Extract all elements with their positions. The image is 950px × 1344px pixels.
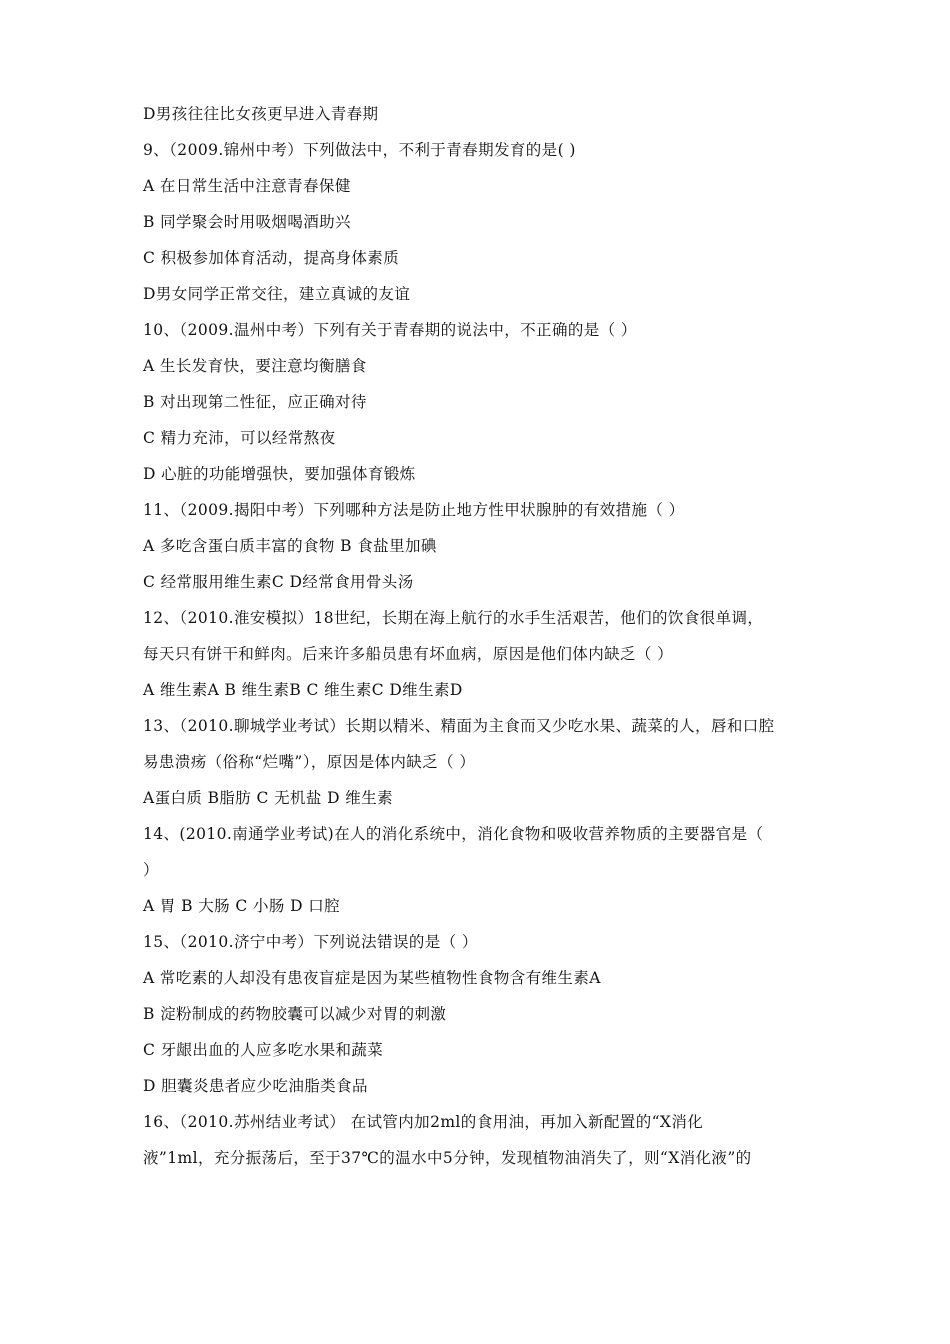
option-d-q8: D男孩往往比女孩更早进入青春期 bbox=[143, 105, 379, 123]
option-c-q15: C 牙龈出血的人应多吃水果和蔬菜 bbox=[143, 1041, 384, 1059]
question-11: 11、（2009.揭阳中考）下列哪种方法是防止地方性甲状腺肿的有效措施（ ） bbox=[143, 501, 685, 519]
options-ab-q11: A 多吃含蛋白质丰富的食物 B 食盐里加碘 bbox=[143, 537, 437, 555]
option-a-q15: A 常吃素的人却没有患夜盲症是因为某些植物性食物含有维生素A bbox=[143, 969, 601, 987]
option-d-q10: D 心脏的功能增强快，要加强体育锻炼 bbox=[143, 465, 416, 483]
option-b-q10: B 对出现第二性征，应正确对待 bbox=[143, 393, 367, 411]
question-12-line-1: 12、（2010.淮安模拟）18世纪，长期在海上航行的水手生活艰苦，他们的饮食很单调， bbox=[143, 609, 764, 627]
question-9: 9、（2009.锦州中考）下列做法中，不利于青春期发育的是( ) bbox=[143, 141, 576, 159]
option-c-q10: C 精力充沛，可以经常熬夜 bbox=[143, 429, 336, 447]
question-12-line-2: 每天只有饼干和鲜肉。后来许多船员患有坏血病，原因是他们体内缺乏（ ） bbox=[143, 645, 674, 663]
option-d-q15: D 胆囊炎患者应少吃油脂类食品 bbox=[143, 1077, 368, 1095]
question-15: 15、（2010.济宁中考）下列说法错误的是（ ） bbox=[143, 933, 478, 951]
option-c-q9: C 积极参加体育活动，提高身体素质 bbox=[143, 249, 400, 267]
option-b-q9: B 同学聚会时用吸烟喝酒助兴 bbox=[143, 213, 351, 231]
question-14-line-2: ） bbox=[143, 861, 159, 879]
options-cd-q11: C 经常服用维生素C D经常食用骨头汤 bbox=[143, 573, 414, 591]
options-q12: A 维生素A B 维生素B C 维生素C D维生素D bbox=[143, 681, 463, 699]
document-body bbox=[143, 104, 811, 1184]
option-a-q9: A 在日常生活中注意青春保健 bbox=[143, 177, 351, 195]
question-16-line-1: 16、（2010.苏州结业考试） 在试管内加2ml的食用油，再加入新配置的“X消化 bbox=[143, 1113, 704, 1131]
options-q14: A 胃 B 大肠 C 小肠 D 口腔 bbox=[143, 897, 341, 915]
question-13-line-2: 易患溃疡（俗称“烂嘴”），原因是体内缺乏（ ） bbox=[143, 753, 476, 771]
question-14-line-1: 14、(2010.南通学业考试)在人的消化系统中，消化食物和吸收营养物质的主要器官是（ bbox=[143, 825, 764, 843]
option-d-q9: D男女同学正常交往，建立真诚的友谊 bbox=[143, 285, 411, 303]
question-16-line-2: 液”1ml，充分振荡后，至于37℃的温水中5分钟，发现植物油消失了，则“X消化液”的 bbox=[143, 1149, 752, 1167]
options-q13: A蛋白质 B脂肪 C 无机盐 D 维生素 bbox=[143, 789, 394, 807]
question-13-line-1: 13、（2010.聊城学业考试）长期以精米、精面为主食而又少吃水果、蔬菜的人，唇和口腔 bbox=[143, 717, 775, 735]
option-b-q15: B 淀粉制成的药物胶囊可以减少对胃的刺激 bbox=[143, 1005, 447, 1023]
question-10: 10、（2009.温州中考）下列有关于青春期的说法中，不正确的是（ ） bbox=[143, 321, 637, 339]
option-a-q10: A 生长发育快，要注意均衡膳食 bbox=[143, 357, 367, 375]
